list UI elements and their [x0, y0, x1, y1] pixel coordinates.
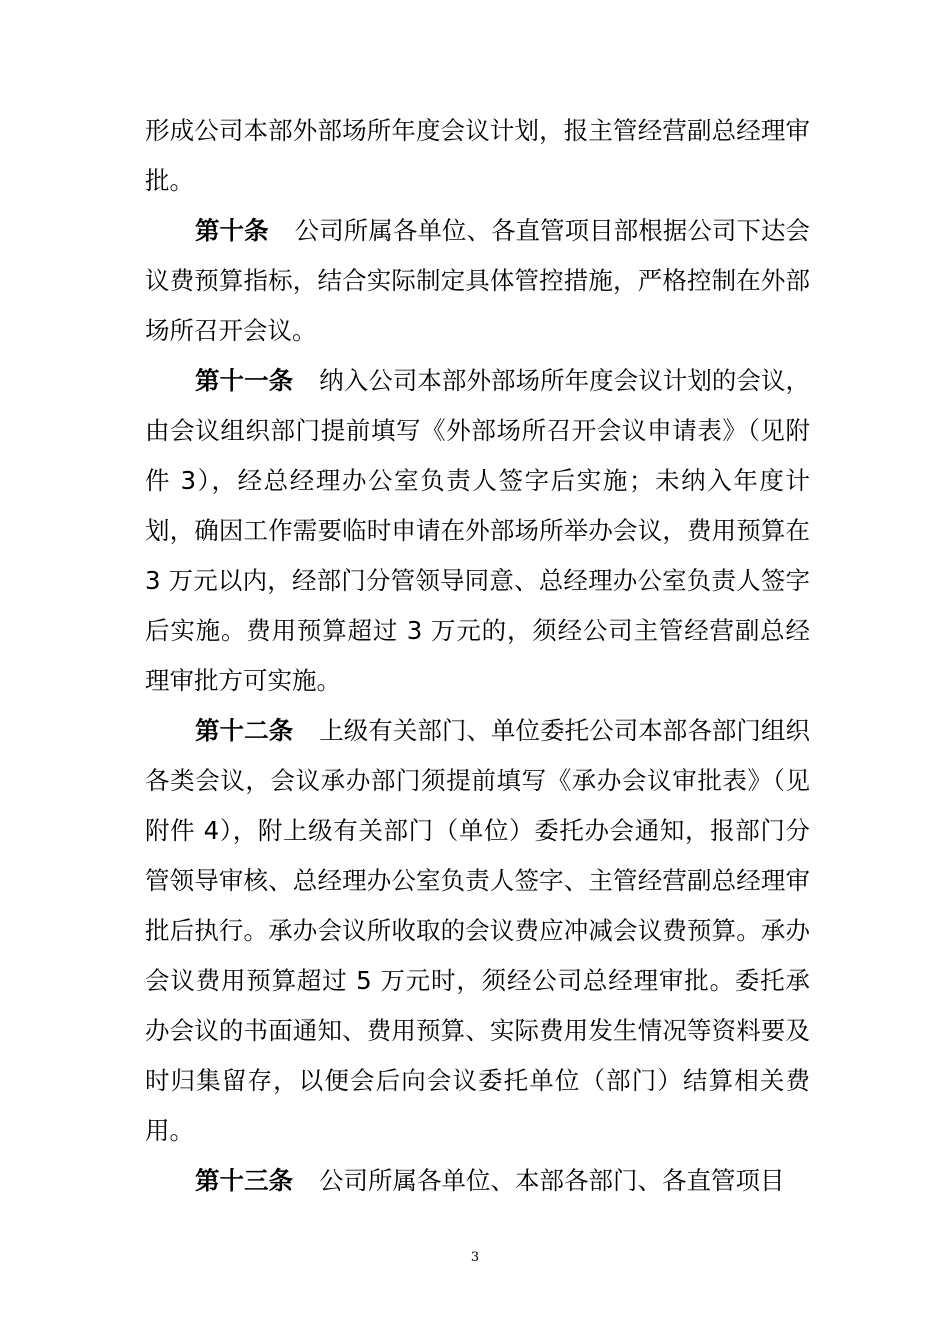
article-11 — [145, 356, 810, 706]
article-number: 第十条 — [195, 216, 269, 245]
paragraph-continuation — [145, 106, 810, 206]
article-10 — [145, 206, 810, 356]
paragraph-text: 上级有关部门、单位委托公司本部各部门组织各类会议，会议承办部门须提前填写《承办会议审批表》（见附件 4），附上级有关部门（单位）委托办会通知，报部门分管领导审核、总经理办公室负责人签字、主管经营副总经理审批后执行。承办会议所收取的会议费应冲减会议费预算。承办会议费用预算超过 5 万元时，须经公司总经理审批。委托承办会议的书面通知、费用预算、实际费用发生情况等资料要及时归集留存，以便会后向会议委托单位（部门）结算相关费用。 — [145, 716, 811, 1145]
paragraph-text: 形成公司本部外部场所年度会议计划，报主管经营副总经理审批。 — [145, 116, 810, 195]
article-number: 第十一条 — [195, 366, 294, 395]
page-number: 3 — [470, 1250, 480, 1265]
article-number: 第十二条 — [195, 716, 294, 745]
article-number: 第十三条 — [195, 1166, 293, 1195]
document-body — [145, 106, 810, 1206]
paragraph-text: 公司所属各单位、各直管项目部根据公司下达会议费预算指标，结合实际制定具体管控措施，严格控制在外部场所召开会议。 — [145, 216, 810, 345]
paragraph-text: 公司所属各单位、本部各部门、各直管项目 — [319, 1166, 785, 1195]
article-13 — [145, 1156, 810, 1206]
article-12 — [145, 706, 810, 1156]
paragraph-text: 纳入公司本部外部场所年度会议计划的会议，由会议组织部门提前填写《外部场所召开会议申请表》（见附件 3），经总经理办公室负责人签字后实施；未纳入年度计划，确因工作需要临时申请在外部场所举办会议，费用预算在 3 万元以内，经部门分管领导同意、总经理办公室负责人签字后实施。费用预算超过 3 万元的，须经公司主管经营副总经理审批方可实施。 — [145, 366, 811, 695]
